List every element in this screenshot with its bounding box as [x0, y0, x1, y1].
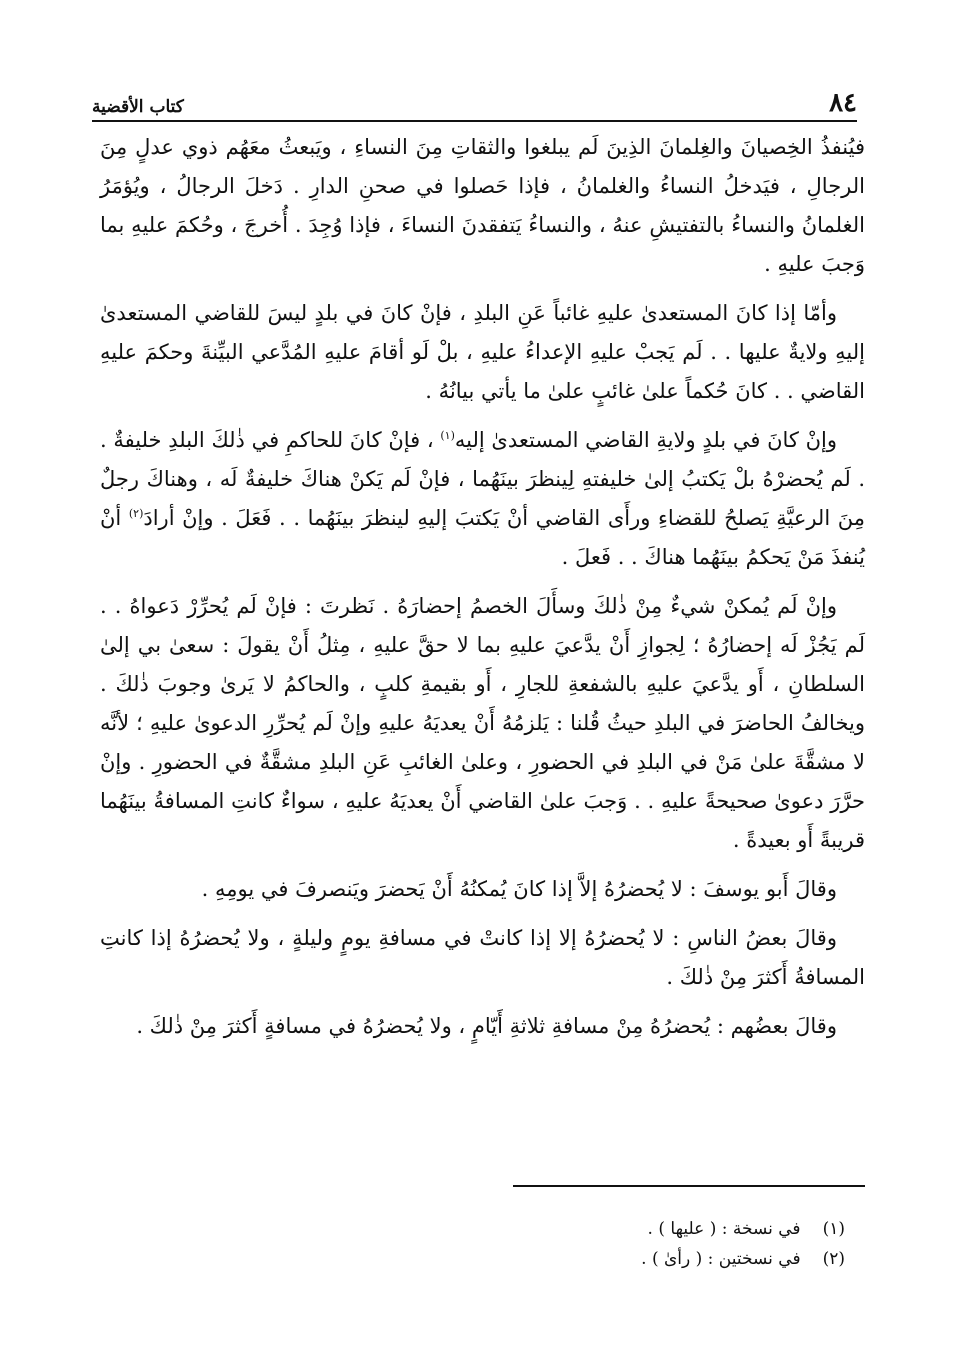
paragraph: [100, 421, 865, 577]
footnote: [400, 1244, 845, 1274]
running-title: كتاب الأقضية: [92, 97, 184, 117]
footnote: [400, 1214, 845, 1244]
paragraph: وقالَ بعضُ الناسِ : لا يُحضرُهُ إلا إذا كانتْ في مسافةِ يومٍ وليلةٍ ، ولا يُحضرُهُ إذا كانتِ المسافةُ أَكثرَ مِنْ ذٰلكَ .: [100, 926, 865, 989]
footnote-text: في نسختين : ( رأىٰ ) .: [641, 1249, 801, 1269]
paragraph: وأمّا إذا كانَ المستعدىٰ عليهِ غائباً عَنِ البلدِ ، فإنْ كانَ في بلدٍ ليسَ للقاضي المستعدىٰ إليهِ ولايةٌ عليها . . لَم يَجبْ عليهِ الإعداءُ عليهِ ، بلْ لَو أقامَ عليهِ المُدَّعي البيِّنةَ وحكمَ عليهِ القاضي . . كانَ حُكماً علىٰ غائبٍ علىٰ ما يأتي بيانُهُ .: [100, 301, 865, 403]
paragraph-text: أنْ يُنفذَ مَنْ يَحكمُ بينَهُما هناكَ . . فَعلَ .: [100, 506, 865, 569]
footnote-text: في نسخة : ( عليها ) .: [647, 1219, 801, 1239]
paragraph-text: ، فإنْ كانَ للحاكمِ في ذٰلكَ البلدِ خليفةٌ . . لَم يُحضرْهُ بلْ يَكتبُ إلىٰ خليفتهِ لِينظرَ بينَهُما ، فإنْ لَم يَكنْ هناكَ خليفةٌ لَه ، وهناكَ رجلٌ مِنَ الرعيَّةِ يَصلحُ للقضاءِ ورأَى القاضي أنْ يَكتبَ إليهِ لينظرَ بينَهُما . . فَعَلَ . وإنْ أرادَ: [100, 428, 865, 530]
page-number: ٨٤: [829, 88, 857, 118]
footnote-marker: (٢): [128, 507, 144, 520]
paragraph: وإنْ لَم يُمكنْ شيءٌ مِنْ ذٰلكَ وسأَلَ الخصمُ إحضارَهُ . نَظرتَ : فإنْ لَم يُحرِّرْ دَعواهُ . . لَم يَجُزْ لَه إحضارُهُ ؛ لِجوازِ أَنْ يدَّعيَ عليهِ بما لا حقَّ عليهِ ، مِثلُ أَنْ يقولَ : سعىٰ بي إلىٰ السلطانِ ، أَو يدَّعيَ عليهِ بالشفعةِ للجارِ ، أَو بقيمةِ كلبٍ ، والحاكمُ لا يَرىٰ وجوبَ ذٰلكَ . ويخالفُ الحاضرَ في البلدِ حيثُ قُلنا : يَلزمُهُ أَنْ يعديَهُ عليهِ وإنْ لَم يُحرِّرِ الدعوىٰ عليهِ ؛ لأنَّه لا مشقَّةَ علىٰ مَنْ في البلدِ في الحضورِ ، وعلىٰ الغائبِ عَنِ البلدِ مشقَّةٌ في الحضورِ . وإنْ حرَّرَ دعوىٰ صحيحةً عليهِ . . وَجبَ علىٰ القاضي أَنْ يعديَهُ عليهِ ، سواءٌ كانتِ المسافةُ بينَهُما قريبةً أَو بعيدةً .: [100, 594, 865, 852]
footnote-separator: [513, 1185, 865, 1187]
paragraph-text: وإنْ كانَ في بلدٍ ولايةِ القاضي المستعدىٰ إليه: [454, 428, 837, 452]
paragraph: وقالَ أَبو يوسفَ : لا يُحضرُهُ إلاَّ إذا كانَ يُمكنُهُ أَنْ يَحضرَ ويَنصرفَ في يومِهِ .: [201, 877, 837, 901]
paragraph: فيُنفذُ الخِصيانَ والغِلمانَ الذِينَ لَم يبلغوا والثقاتِ مِنَ النساءِ ، ويَبعثُ معَهُم ذوي عدلٍ مِنَ الرجالِ ، فيَدخلُ النساءُ والغلمانُ ، فإذا حَصلوا في صحنِ الدارِ . دَخلَ الرجالُ ، ويُؤمَرُ الغلمانُ والنساءُ بالتفتيشِ عنهُ ، والنساءُ يَتفقدنَ النساءَ ، فإذا وُجِدَ . أُخرجَ ، وحُكمَ عليهِ بما وَجبَ عليهِ .: [100, 135, 865, 276]
footnote-number: (٢): [822, 1249, 845, 1269]
page-header: [92, 82, 857, 122]
footnote-marker: (١): [440, 429, 455, 442]
footnote-number: (١): [822, 1219, 845, 1239]
footnotes: [400, 1214, 845, 1274]
paragraph: وقالَ بعضُهم : يُحضرُهُ مِنْ مسافةِ ثلاثةِ أَيّامٍ ، ولا يُحضرُهُ في مسافةٍ أَكثرَ مِنْ ذٰلكَ .: [136, 1014, 837, 1038]
main-text: [100, 128, 865, 1056]
